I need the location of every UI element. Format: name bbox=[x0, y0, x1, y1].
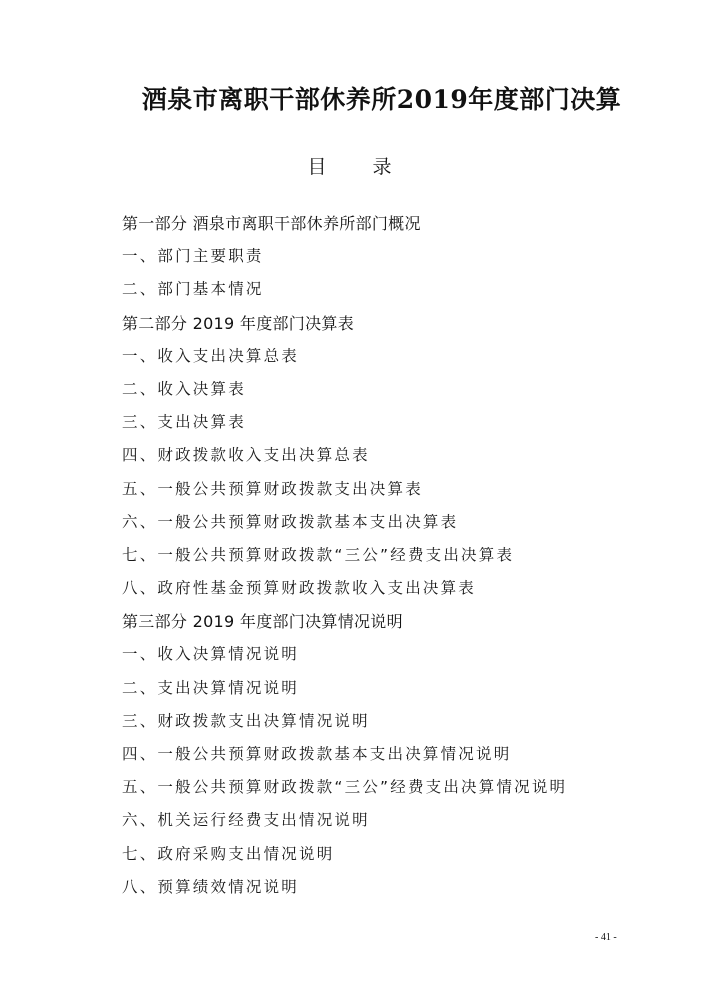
toc-item: 二、部门基本情况 bbox=[122, 280, 264, 299]
toc-item: 六、机关运行经费支出情况说明 bbox=[122, 811, 370, 830]
page-number: - 41 - bbox=[595, 932, 617, 943]
toc-item: 一、收入决算情况说明 bbox=[122, 645, 300, 664]
toc-item: 三、财政拨款支出决算情况说明 bbox=[122, 711, 370, 730]
toc-heading bbox=[0, 152, 707, 179]
toc-item: 七、一般公共预算财政拨款“三公”经费支出决算表 bbox=[122, 545, 515, 564]
toc-item: 五、一般公共预算财政拨款支出决算表 bbox=[122, 479, 423, 498]
toc-item: 四、财政拨款收入支出决算总表 bbox=[122, 446, 370, 465]
document-title bbox=[0, 80, 707, 116]
toc-part-heading: 第三部分 2019 年度部门决算情况说明 bbox=[122, 612, 403, 632]
toc-item: 三、支出决算表 bbox=[122, 413, 246, 432]
table-of-contents bbox=[122, 207, 667, 904]
toc-item: 一、部门主要职责 bbox=[122, 247, 264, 266]
toc-item: 八、预算绩效情况说明 bbox=[122, 877, 300, 896]
toc-item: 八、政府性基金预算财政拨款收入支出决算表 bbox=[122, 579, 477, 598]
toc-item: 六、一般公共预算财政拨款基本支出决算表 bbox=[122, 512, 459, 531]
document-title-text: 酒泉市离职干部休养所2019年度部门决算 bbox=[141, 85, 622, 114]
toc-part-heading: 第一部分 酒泉市离职干部休养所部门概况 bbox=[122, 214, 421, 233]
toc-heading-text: 目录 bbox=[307, 156, 438, 178]
toc-part-heading: 第二部分 2019 年度部门决算表 bbox=[122, 313, 354, 333]
toc-item: 四、一般公共预算财政拨款基本支出决算情况说明 bbox=[122, 745, 512, 763]
toc-item: 二、收入决算表 bbox=[122, 379, 246, 398]
toc-item: 二、支出决算情况说明 bbox=[122, 678, 300, 697]
toc-item: 五、一般公共预算财政拨款“三公”经费支出决算情况说明 bbox=[122, 778, 568, 797]
toc-item: 七、政府采购支出情况说明 bbox=[122, 844, 335, 863]
toc-item: 一、收入支出决算总表 bbox=[122, 346, 300, 365]
